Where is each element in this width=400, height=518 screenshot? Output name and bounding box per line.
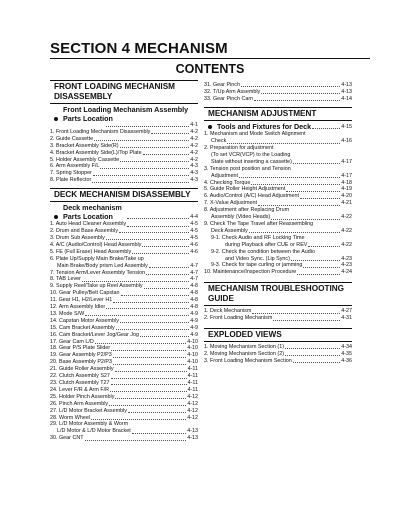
toc-entry[interactable] xyxy=(204,308,352,315)
toc-entry[interactable] xyxy=(204,344,352,351)
toc-entry[interactable] xyxy=(50,304,198,311)
page-number: 4-8 xyxy=(190,283,198,290)
bullet-icon xyxy=(54,117,58,121)
page-number: 4-20 xyxy=(341,193,352,200)
toc-entry[interactable]: 30. Gear CNT 4-13 xyxy=(50,435,198,442)
dot-leader xyxy=(252,313,340,314)
entry-title: 33. Gear Pinch Cam xyxy=(204,95,253,102)
toc-entry[interactable] xyxy=(204,89,352,96)
toc-entry[interactable] xyxy=(50,325,198,332)
page-number: 4-3 xyxy=(190,163,198,170)
entry-title: 13. Mode S/W xyxy=(50,310,85,317)
toc-entry[interactable] xyxy=(50,318,198,325)
dot-leader xyxy=(258,205,340,206)
toc-entry[interactable] xyxy=(50,332,198,339)
dot-leader xyxy=(120,147,190,148)
dot-leader xyxy=(251,184,340,185)
entry-title: 24. Lever F/R & Arm F/R xyxy=(50,386,110,393)
page-number: 4-23 xyxy=(341,255,352,262)
toc-entry[interactable]: 9-2. Check the condition between the Audio and Video Sync. (Lip Sync) 4-23 xyxy=(211,248,352,262)
page-number: 4-2 xyxy=(190,128,198,135)
toc-entry[interactable] xyxy=(204,96,352,103)
entry-title: 7. X-Value Adjustment xyxy=(204,200,257,207)
dot-leader xyxy=(92,182,189,183)
toc-entry[interactable] xyxy=(50,387,198,394)
toc-entry[interactable] xyxy=(50,276,198,283)
toc-entry[interactable] xyxy=(50,143,198,150)
dot-leader xyxy=(142,246,189,247)
toc-entry[interactable] xyxy=(50,345,198,352)
dot-leader xyxy=(285,348,340,349)
toc-entry[interactable] xyxy=(50,157,198,164)
entry-title: 2. Front Loading Mechanism xyxy=(204,315,273,322)
dot-leader xyxy=(116,329,189,330)
toc-entry[interactable]: 9. Check The Tape Travel after Reassembling Deck Assembly 4-22 xyxy=(204,221,352,234)
bullet-front-loading-parts[interactable] xyxy=(50,106,198,123)
page-number: 4-17 xyxy=(341,158,352,165)
toc-entry[interactable] xyxy=(204,358,352,365)
entry-title: 2. Moving Mechanism Section (2) xyxy=(204,350,284,357)
dot-leader xyxy=(300,198,340,199)
toc-entry[interactable] xyxy=(50,242,198,249)
page-number: 4-9 xyxy=(190,317,198,324)
section-heading-troubleshooting: MECHANISM TROUBLESHOOTING GUIDE xyxy=(204,282,352,306)
dot-leader xyxy=(293,362,340,363)
entry-title: 26. Pinch Arm Assembly xyxy=(50,400,109,407)
page-number: 4-2 xyxy=(190,149,198,156)
dot-leader xyxy=(285,355,340,356)
entry-title: 10. Gear Pulley/Belt Capstan xyxy=(50,290,120,297)
dot-leader xyxy=(115,371,187,372)
page-number: 4-11 xyxy=(187,373,198,380)
entry-title: 23. Clutch Assembly T27 xyxy=(50,380,110,386)
dot-leader xyxy=(151,133,189,134)
toc-entry[interactable] xyxy=(50,228,198,235)
dot-leader xyxy=(111,378,187,379)
dot-leader xyxy=(128,412,186,413)
dot-leader xyxy=(111,350,186,351)
toc-entry[interactable] xyxy=(50,352,198,359)
dot-leader xyxy=(273,320,340,321)
entry-title: 2. Drum and Base Assembly xyxy=(50,228,119,235)
page-number: 4-13 xyxy=(341,82,352,88)
page-number: 4-18 xyxy=(341,179,352,186)
page-number: 4-24 xyxy=(341,269,352,276)
page-number: 4-9 xyxy=(190,324,198,331)
entry-title: 32. T/Up Arm Assembly xyxy=(204,88,261,95)
page-number: 4-7 xyxy=(190,269,198,276)
entry-title: 27. L/D Motor Bracket Assembly xyxy=(50,407,127,414)
toc-entry[interactable] xyxy=(204,351,352,358)
entry-title: 9. Supply Reel/Take up Reel Assembly xyxy=(50,283,143,290)
dot-leader xyxy=(149,267,189,268)
bullet-title: Deck mechanism Parts Location xyxy=(63,203,122,221)
entry-title: 20. Base Assembly P2/P3 xyxy=(50,359,113,366)
entry-title: 8. Plate Reflector xyxy=(50,177,92,184)
toc-entry[interactable]: 8. Adjustment after Replacing Drum Assembly (Video Heads) 4-22 xyxy=(204,207,352,221)
entry-title: 16. Cam Bracket/Lever Jog/Gear Jog xyxy=(50,331,139,338)
entry-title: 8. TAB Lever xyxy=(50,276,81,283)
toc-entry[interactable] xyxy=(50,177,198,184)
page-number: 4-10 xyxy=(187,345,198,352)
entry-title: 6. Arm Assembly F/L xyxy=(50,163,100,170)
section-heading-exploded-views: EXPLODED VIEWS xyxy=(204,328,352,342)
toc-entry[interactable]: 1. Mechanism and Mode Switch Alignment Check 4-16 xyxy=(204,131,352,145)
dot-leader xyxy=(146,274,189,275)
page-number: 4-5 xyxy=(190,228,198,235)
dot-leader xyxy=(286,191,340,192)
page-number: 4-36 xyxy=(341,357,352,364)
dot-leader xyxy=(291,260,340,261)
dot-leader xyxy=(113,302,189,303)
toc-entry[interactable] xyxy=(50,170,198,177)
page-number: 4-12 xyxy=(187,400,198,407)
page-number: 4-2 xyxy=(190,142,198,149)
entry-title: 2. Guide Cassette xyxy=(50,135,94,142)
dot-leader xyxy=(254,100,340,101)
dot-leader xyxy=(106,126,189,127)
toc-entry[interactable] xyxy=(50,235,198,242)
toc-entry[interactable] xyxy=(204,186,352,193)
bullet-deck-parts[interactable] xyxy=(50,204,198,221)
page-number: 4-5 xyxy=(190,234,198,241)
entry-title: 4. Bracket Assembly Side(L)/Top Plate xyxy=(50,149,142,156)
entry-title: 17. Gear Cam L/D xyxy=(50,338,94,345)
page-number: 4-9 xyxy=(190,331,198,338)
toc-entry[interactable]: 10. Maintenance/Inspection Procedure 4-24 xyxy=(204,269,352,276)
dot-leader xyxy=(127,226,189,227)
page-number: 4-11 xyxy=(187,380,198,386)
page-number: 4-15 xyxy=(341,123,352,130)
bullet-title: Tools and Fixtures for Deck xyxy=(217,121,312,131)
dot-leader xyxy=(120,322,189,323)
entry-title: 5. Holder Assembly Cassette xyxy=(50,156,120,163)
entry-title: 4. A/C (Audio/Control) Head Assembly xyxy=(50,241,142,248)
dot-leader xyxy=(308,246,340,247)
contents-heading: CONTENTS xyxy=(175,62,245,76)
section-heading-front-loading: FRONT LOADING MECHANISM DISASSEMBLY xyxy=(50,80,198,104)
dot-leader xyxy=(113,364,186,365)
toc-entry[interactable] xyxy=(50,311,198,318)
entry-title: 21. Guide Roller Assembly xyxy=(50,366,114,373)
entry-title: 18. Gear P/S Plate Slider xyxy=(50,345,111,352)
toc-entry[interactable] xyxy=(204,200,352,207)
dot-leader xyxy=(85,315,189,316)
toc-entry[interactable] xyxy=(50,283,198,290)
dot-leader xyxy=(127,218,190,219)
bullet-title: Front Loading Mechanism Assembly Parts Location xyxy=(63,105,189,123)
toc-entry[interactable] xyxy=(204,180,352,187)
toc-entry[interactable]: 9-1. Check Audio and RF Locking Time during Playback after CUE or REV 4-22 xyxy=(211,234,352,248)
page-number: 4-16 xyxy=(341,138,352,145)
page-title: SECTION 4 MECHANISM xyxy=(50,40,228,57)
page-number: 4-8 xyxy=(190,304,198,311)
dot-leader xyxy=(144,288,190,289)
bullet-icon xyxy=(208,125,212,129)
toc-entry[interactable]: 29. L/D Motor Assembly & Worm L/D Motor & L/D Motor Bracket 4-13 xyxy=(50,421,198,435)
toc-entry[interactable] xyxy=(50,249,198,256)
page-number: 4-11 xyxy=(187,386,198,393)
dot-leader xyxy=(249,232,340,233)
toc-entry[interactable] xyxy=(50,380,198,387)
toc-entry[interactable] xyxy=(50,394,198,401)
page-number: 4-10 xyxy=(187,338,198,345)
dot-leader xyxy=(132,253,189,254)
page-number: 4-4 xyxy=(190,213,199,220)
dot-leader xyxy=(119,232,189,233)
bullet-icon xyxy=(54,215,58,219)
dot-leader xyxy=(82,281,189,282)
toc-entry[interactable] xyxy=(204,193,352,200)
toc-entry[interactable] xyxy=(50,373,198,380)
title-rule xyxy=(50,58,370,59)
dot-leader xyxy=(106,239,189,240)
dot-leader xyxy=(100,168,189,169)
entry-title: 1. Auto Head Cleaner Assembly xyxy=(50,221,127,228)
dot-leader xyxy=(297,274,340,275)
toc-list-troubleshooting xyxy=(204,308,352,322)
entry-title: 5. FE (Full Erase) Head Assembly xyxy=(50,248,132,255)
page-number: 4-3 xyxy=(190,177,198,184)
toc-list-deck-b xyxy=(50,270,198,422)
toc-entry[interactable] xyxy=(50,163,198,170)
entry-title: 28. Worm Wheel xyxy=(50,414,91,421)
entry-title: 6. Audio/Control (A/C) Head Adjustment xyxy=(204,193,299,200)
bullet-tools-fixtures[interactable] xyxy=(204,123,352,132)
section-heading-mechanism-adjustment: MECHANISM ADJUSTMENT xyxy=(204,107,352,121)
page-number: 4-17 xyxy=(341,172,352,179)
dot-leader xyxy=(312,128,340,129)
toc-entry[interactable] xyxy=(50,408,198,415)
toc-entry[interactable] xyxy=(50,221,198,228)
entry-title: 15. Cam Bracket Assembly xyxy=(50,324,115,331)
dot-leader xyxy=(106,308,189,309)
entry-title: 7. Spring Stopper xyxy=(50,170,92,177)
section-heading-deck-mechanism: DECK MECHANISM DISASSEMBLY xyxy=(50,188,198,202)
toc-entry[interactable] xyxy=(50,359,198,366)
entry-title: 5. Guide Roller Height Adjustment xyxy=(204,186,286,193)
page-number: 4-22 xyxy=(341,227,352,234)
page-number: 4-10 xyxy=(187,359,198,366)
page-number: 4-8 xyxy=(190,290,198,297)
dot-leader xyxy=(241,86,340,87)
page-number: 4-23 xyxy=(341,262,352,269)
dot-leader xyxy=(239,177,340,178)
dot-leader xyxy=(120,161,189,162)
page-number: 4-35 xyxy=(341,350,352,357)
entry-title: 4. Checking Torque xyxy=(204,179,251,186)
toc-entry[interactable] xyxy=(50,339,198,346)
page-number: 4-1 xyxy=(190,122,198,128)
page-number: 4-12 xyxy=(187,407,198,414)
dot-leader xyxy=(132,433,187,434)
page-number: 4-13 xyxy=(187,428,198,435)
toc-entry[interactable] xyxy=(50,290,198,297)
toc-list-deck-c xyxy=(204,82,352,103)
dot-leader xyxy=(115,398,186,399)
page-number: 4-7 xyxy=(190,276,198,283)
page-number: 4-22 xyxy=(341,214,352,221)
toc-entry[interactable] xyxy=(50,415,198,422)
toc-entry[interactable]: 2. Preparation for adjustment (To set VCR(VCP) to the Loading State without inserting a cassette) 4-17 xyxy=(204,145,352,165)
entry-title: 19. Gear Assembly P2/P3 xyxy=(50,352,112,359)
entry-title: 25. Holder Pinch Assembly xyxy=(50,393,115,400)
toc-entry[interactable] xyxy=(204,82,352,89)
page-number: 4-31 xyxy=(341,315,352,322)
page-number: 4-13 xyxy=(187,435,198,442)
dot-leader xyxy=(140,336,189,337)
dot-leader xyxy=(113,357,186,358)
dot-leader xyxy=(227,143,340,144)
entry-title: 1. Moving Mechanism Section (1) xyxy=(204,344,284,351)
page-number: 4-9 xyxy=(190,310,198,317)
toc-list-front-loading xyxy=(50,129,198,184)
entry-title: 1. Deck Mechanism xyxy=(204,308,252,315)
page-number: 4-6 xyxy=(190,241,198,248)
page-number: 4-19 xyxy=(341,186,352,193)
page-number: 4-10 xyxy=(187,352,198,359)
right-column xyxy=(204,82,352,365)
dot-leader xyxy=(293,163,340,164)
dot-leader xyxy=(109,405,186,406)
toc-entry[interactable] xyxy=(50,129,198,136)
page-number: 4-27 xyxy=(341,308,352,315)
page-number: 4-11 xyxy=(187,366,198,373)
page-number: 4-21 xyxy=(341,200,352,207)
page-number: 4-13 xyxy=(341,88,352,95)
toc-entry[interactable] xyxy=(50,150,198,157)
page-number: 4-22 xyxy=(341,241,352,248)
page-number: 4-2 xyxy=(190,135,198,142)
toc-list-adjustment xyxy=(204,180,352,208)
entry-title: 22. Clutch Assembly S27 xyxy=(50,373,110,380)
toc-entry[interactable]: 6. Plate Up/Supply Main Brake/Take up Main Brake/Body prism Led Assembly 4-7 xyxy=(50,255,198,269)
dot-leader xyxy=(85,440,187,441)
toc-entry[interactable] xyxy=(50,122,198,129)
toc-entry[interactable] xyxy=(204,315,352,322)
page-number: 4-6 xyxy=(190,248,198,255)
toc-list-exploded-views xyxy=(204,344,352,365)
dot-leader xyxy=(261,93,340,94)
entry-title: 3. Bracket Assembly Side(R) xyxy=(50,142,119,149)
toc-entry[interactable]: 9-3. Check for tape curling or jamming 4-23 xyxy=(211,262,352,269)
page-number: 4-2 xyxy=(190,156,198,163)
page-number: 4-7 xyxy=(190,262,198,269)
entry-title: 3. Front Loading Mechanism Section xyxy=(204,357,292,364)
page-number: 4-14 xyxy=(341,95,352,102)
dot-leader xyxy=(271,219,340,220)
entry-title: 7. Tension Arm/Lever Assembly Tension xyxy=(50,269,146,276)
dot-leader xyxy=(91,419,186,420)
left-column xyxy=(50,80,198,442)
dot-leader xyxy=(94,140,189,141)
toc-entry[interactable] xyxy=(50,366,198,373)
dot-leader xyxy=(111,384,187,385)
page-number: 4-12 xyxy=(187,393,198,400)
page-number: 4-8 xyxy=(190,297,198,304)
dot-leader xyxy=(93,175,189,176)
page-number: 4-12 xyxy=(187,414,198,421)
dot-leader xyxy=(110,391,187,392)
entry-title: 11. Gear H1, H2/Lever H1 xyxy=(50,297,113,304)
entry-title: 3. Drum Sub Assembly xyxy=(50,234,105,241)
toc-entry[interactable] xyxy=(50,270,198,277)
page-number: 4-34 xyxy=(341,344,352,351)
entry-title: 31. Gear Pinch xyxy=(204,82,240,88)
entry-title: 14. Capstan Motor Assembly xyxy=(50,317,119,324)
page-number: 4-5 xyxy=(190,221,198,228)
toc-entry[interactable]: 3. Tension post position and Tension Adjustment 4-17 xyxy=(204,165,352,179)
page-number: 4-3 xyxy=(190,170,198,177)
toc-entry[interactable] xyxy=(50,297,198,304)
toc-list-deck-a xyxy=(50,221,198,256)
dot-leader xyxy=(303,267,340,268)
dot-leader xyxy=(95,343,186,344)
toc-entry[interactable] xyxy=(50,401,198,408)
dot-leader xyxy=(143,154,190,155)
entry-title: 12. Arm Assembly Idler xyxy=(50,304,106,311)
entry-title: 1. Front Loading Mechanism Disassembly xyxy=(50,128,151,135)
toc-entry[interactable] xyxy=(50,136,198,143)
dot-leader xyxy=(121,295,190,296)
